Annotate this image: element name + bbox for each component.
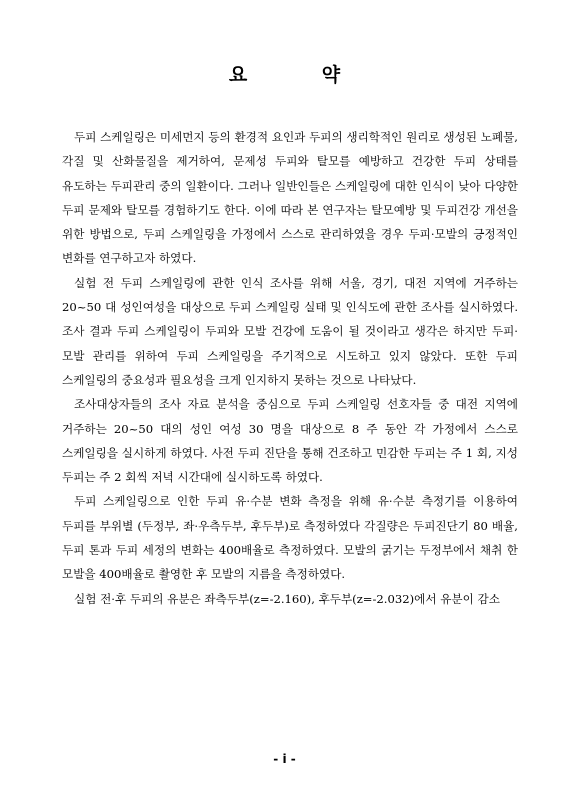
page-number: - i -: [273, 752, 296, 766]
paragraph: 두피 스케일링은 미세먼지 등의 환경적 요인과 두피의 생리학적인 원리로 생성된 노폐물, 각질 및 산화물질을 제거하여, 문제성 두피와 탈모를 예방하고 건강한 두피 상태를 유도하는 두피관리 중의 일환이다. 그러나 일반인들은 스케일링에 대한 인식이 낮아 다양한 두피 문제와 탈모를 경험하기도 한다. 이에 따라 본 연구자는 탈모예방 및 두피건강 개선을 위한 방법으로, 두피 스케일링을 가정에서 스스로 관리하였을 경우 두피·모발의 긍정적인 변화를 연구하고자 하였다.: [62, 130, 518, 266]
page-title: 요 약: [228, 64, 375, 86]
paragraph: 실험 전 두피 스케일링에 관한 인식 조사를 위해 서울, 경기, 대전 지역에 거주하는 20~50 대 성인여성을 대상으로 두피 스케일링 실태 및 인식도에 관한 조사를 실시하였다. 조사 결과 두피 스케일링이 두피와 모발 건강에 도움이 될 것이라고 생각은 하지만 두피·모발 관리를 위하여 두피 스케일링을 주기적으로 시도하고 있지 않았다. 또한 두피 스케일링의 중요성과 필요성을 크게 인지하지 못하는 것으로 나타났다.: [62, 275, 518, 387]
paragraph: 실험 전·후 두피의 유분은 좌측두부(z=-2.160), 후두부(z=-2.032)에서 유분이 감소: [74, 591, 500, 606]
paragraph: 조사대상자들의 조사 자료 분석을 중심으로 두피 스케일링 선호자들 중 대전 지역에 거주하는 20~50 대의 성인 여성 30 명을 대상으로 8 주 동안 각 가정에서 스스로 스케일링을 실시하게 하였다. 사전 두피 진단을 통해 건조하고 민감한 두피는 주 1 회, 지성 두피는 주 2 회씩 저녁 시간대에 실시하도록 하였다.: [62, 397, 518, 485]
abstract-body: [62, 125, 518, 611]
paragraph: 두피 스케일링으로 인한 두피 유·수분 변화 측정을 위해 유·수분 측정기를 이용하여 두피를 부위별 (두정부, 좌·우측두부, 후두부)로 측정하였다 각질량은 두피진단기 80 배율, 두피 톤과 두피 세정의 변화는 400배율로 측정하였다. 모발의 굵기는 두정부에서 채취 한 모발을 400배율로 촬영한 후 모발의 지름을 측정하였다.: [62, 494, 518, 582]
